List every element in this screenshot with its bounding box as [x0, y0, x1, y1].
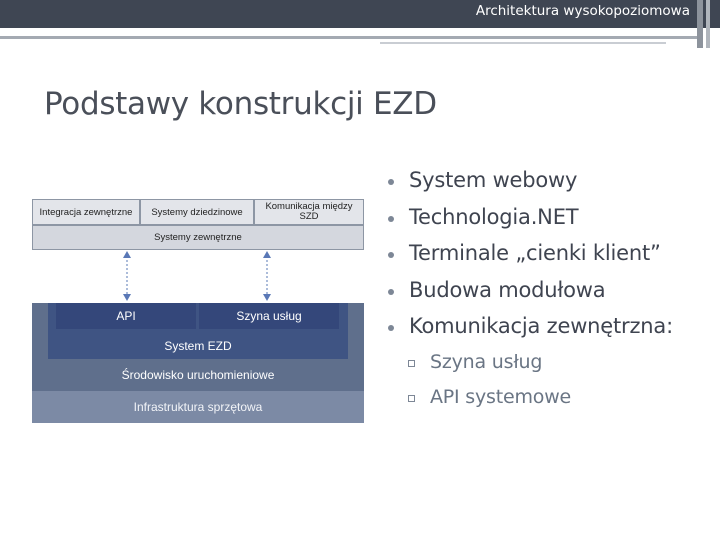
header-accent-bar [697, 0, 703, 48]
diagram-box-label: Infrastruktura sprzętowa [133, 400, 263, 414]
square-bullet-icon [408, 360, 415, 367]
diagram-box-label: Komunikacja między SZD [265, 201, 353, 222]
diagram-box-communication [254, 199, 364, 225]
bullet-dot-icon [388, 289, 394, 295]
diagram-box-integration [32, 199, 140, 225]
diagram-box-label: Środowisko uruchomieniowe [121, 368, 275, 382]
diagram-box-label: API [116, 309, 136, 323]
diagram-box-api [56, 303, 196, 329]
bullet-dot-icon [388, 216, 394, 222]
diagram-box-runtime [48, 359, 348, 391]
bullet-dot-icon [388, 179, 394, 185]
diagram-box-infrastructure [32, 391, 364, 423]
diagram-arrow-left [121, 251, 133, 301]
diagram-arrow-right [261, 251, 273, 301]
architecture-diagram [32, 199, 364, 423]
header-divider-line-secondary [380, 42, 666, 44]
slide-title: Podstawy konstrukcji EZD [44, 86, 437, 122]
diagram-box-domain-systems [140, 199, 254, 225]
list-item-text: System webowy [409, 168, 578, 192]
sub-list-item-text: API systemowe [430, 385, 572, 408]
list-item-text: Budowa modułowa [409, 277, 606, 302]
diagram-box-label: Systemy zewnętrzne [154, 232, 242, 243]
square-bullet-icon [408, 395, 415, 402]
bullet-dot-icon [388, 325, 394, 331]
bullet-dot-icon [388, 252, 394, 258]
diagram-box-label: System EZD [164, 339, 232, 353]
diagram-box-label: Szyna usług [236, 309, 302, 323]
diagram-box-service-bus [199, 303, 339, 329]
diagram-box-label: Integracja zewnętrzne [39, 206, 133, 218]
diagram-box-external-systems [32, 225, 364, 250]
list-item-text: Technologia.NET [409, 204, 579, 229]
header-title: Architektura wysokopoziomowa [475, 3, 690, 19]
list-item-text: Komunikacja zewnętrzna: [409, 314, 673, 338]
sub-list-item-text: Szyna usług [430, 350, 543, 373]
diagram-box-label: Systemy dziedzinowe [151, 206, 243, 218]
header-divider-line [0, 36, 700, 39]
list-item-text: Terminale „cienki klient” [409, 241, 661, 265]
header-accent-bar [706, 0, 710, 48]
